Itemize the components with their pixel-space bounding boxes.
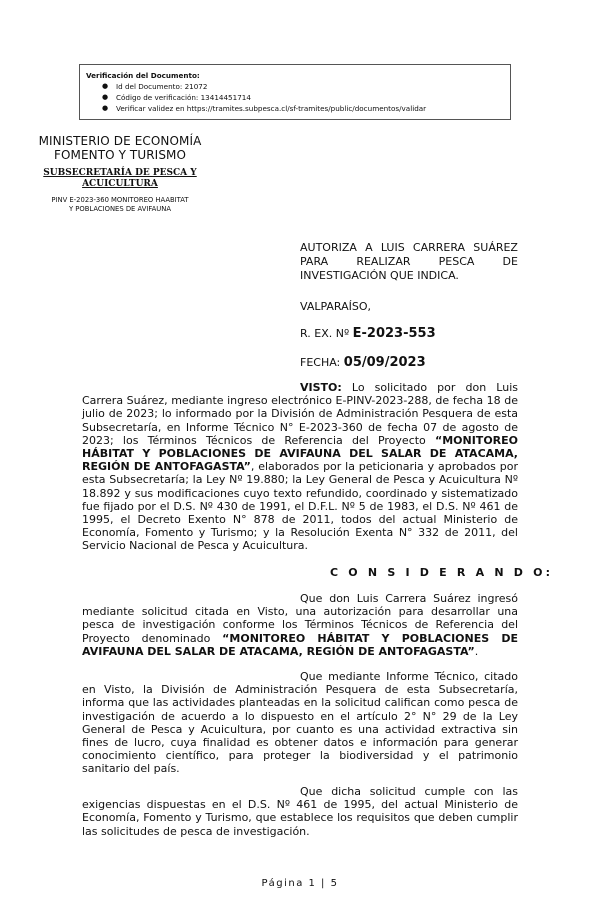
considerando-heading: C O N S I D E R A N D O: (330, 566, 554, 579)
page-number: Página 1 | 5 (261, 878, 339, 889)
considerando-paragraph-2: Que mediante Informe Técnico, citado en Visto, la División de Administración Pesquera de esta Subsecretaría, informa que las actividades planteadas en la solicitud califican como pesca de investigación de acuerdo a lo dispuesto en el artículo 2° N° 29 de la Ley General de Pesca y Acuicultura, por cuanto es una actividad extractiva sin fines de lucro, cuya finalidad es obtener datos e información para generar conocimiento científico, para proteger la biodiversidad y el patrimonio sanitario del país. (82, 670, 518, 776)
city: VALPARAÍSO, (300, 300, 372, 313)
verification-item-code: ● Código de verificación: 13414451714 (102, 93, 251, 102)
bullet-icon: ● (102, 93, 109, 101)
subject-line-3: INVESTIGACIÓN QUE INDICA. (300, 269, 459, 282)
bullet-icon: ● (102, 82, 109, 90)
subsecretaria-name: SUBSECRETARÍA DE PESCA Y ACUICULTURA (43, 168, 197, 189)
ministry-name: MINISTERIO DE ECONOMÍA FOMENTO Y TURISMO (38, 134, 202, 162)
verification-item-url[interactable]: ● Verificar validez en https://tramites.subpesca.cl/sf-tramites/public/documentos/validar (102, 104, 427, 113)
verification-list (86, 81, 506, 114)
verification-title: Verificación del Documento: (86, 71, 200, 80)
visto-paragraph: VISTO: Lo solicitado por don Luis Carrera Suárez, mediante ingreso electrónico E-PINV-2023-288, de fecha 18 de julio de 2023; lo informado por la División de Administración Pesquera de esta Subsecretaría, en Informe Técnico N° E-2023-360 de fecha 07 de agosto de 2023; los Términos Técnicos de Referencia del Proyecto “MONITOREO HÁBITAT Y POBLACIONES DE AVIFAUNA DEL SALAR DE ATACAMA, REGIÓN DE ANTOFAGASTA”, elaborados por la peticionaria y aprobados por esta Subsecretaría; la Ley Nº 19.880; la Ley General de Pesca y Acuicultura Nº 18.892 y sus modificaciones cuyo texto refundido, coordinado y sistematizado fue fijado por el D.S. Nº 430 de 1991, el D.F.L. Nº 5 de 1983, el D.S. Nº 461 de 1995, el Decreto Exento N° 878 de 2011, todos del actual Ministerio de Economía, Fomento y Turismo; y la Resolución Exenta N° 332 de 2011, del Servicio Nacional de Pesca y Acuicultura. (82, 381, 518, 553)
resolution-date: FECHA: 05/09/2023 (300, 355, 426, 370)
resolution-number: R. EX. Nº E-2023-553 (300, 326, 436, 341)
resolution-subject (300, 241, 518, 283)
bullet-icon: ● (102, 104, 109, 112)
considerando-paragraph-3: Que dicha solicitud cumple con las exigencias dispuestas en el D.S. Nº 461 de 1995, del actual Ministerio de Economía, Fomento y Turismo, que establece los requisitos que deben cumplir las solicitudes de pesca de investigación. (82, 785, 518, 838)
letterhead (30, 134, 210, 214)
considerando-paragraph-1: Que don Luis Carrera Suárez ingresó mediante solicitud citada en Visto, una autorización para desarrollar una pesca de investigación conforme los Términos Técnicos de Referencia del Proyecto denominado “MONITOREO HÁBITAT Y POBLACIONES DE AVIFAUNA DEL SALAR DE ATACAMA, REGIÓN DE ANTOFAGASTA”. (82, 592, 518, 658)
verification-box (79, 64, 511, 120)
subject-line-1: AUTORIZA A LUIS CARRERA SUÁREZ (300, 241, 518, 254)
verification-item-id: ● Id del Documento: 21072 (102, 82, 208, 91)
subject-line-2: PARA REALIZAR PESCA DE (300, 255, 518, 268)
pinv-reference: PINV E-2023-360 MONITOREO HAABITAT Y POBLACIONES DE AVIFAUNA (51, 196, 189, 213)
